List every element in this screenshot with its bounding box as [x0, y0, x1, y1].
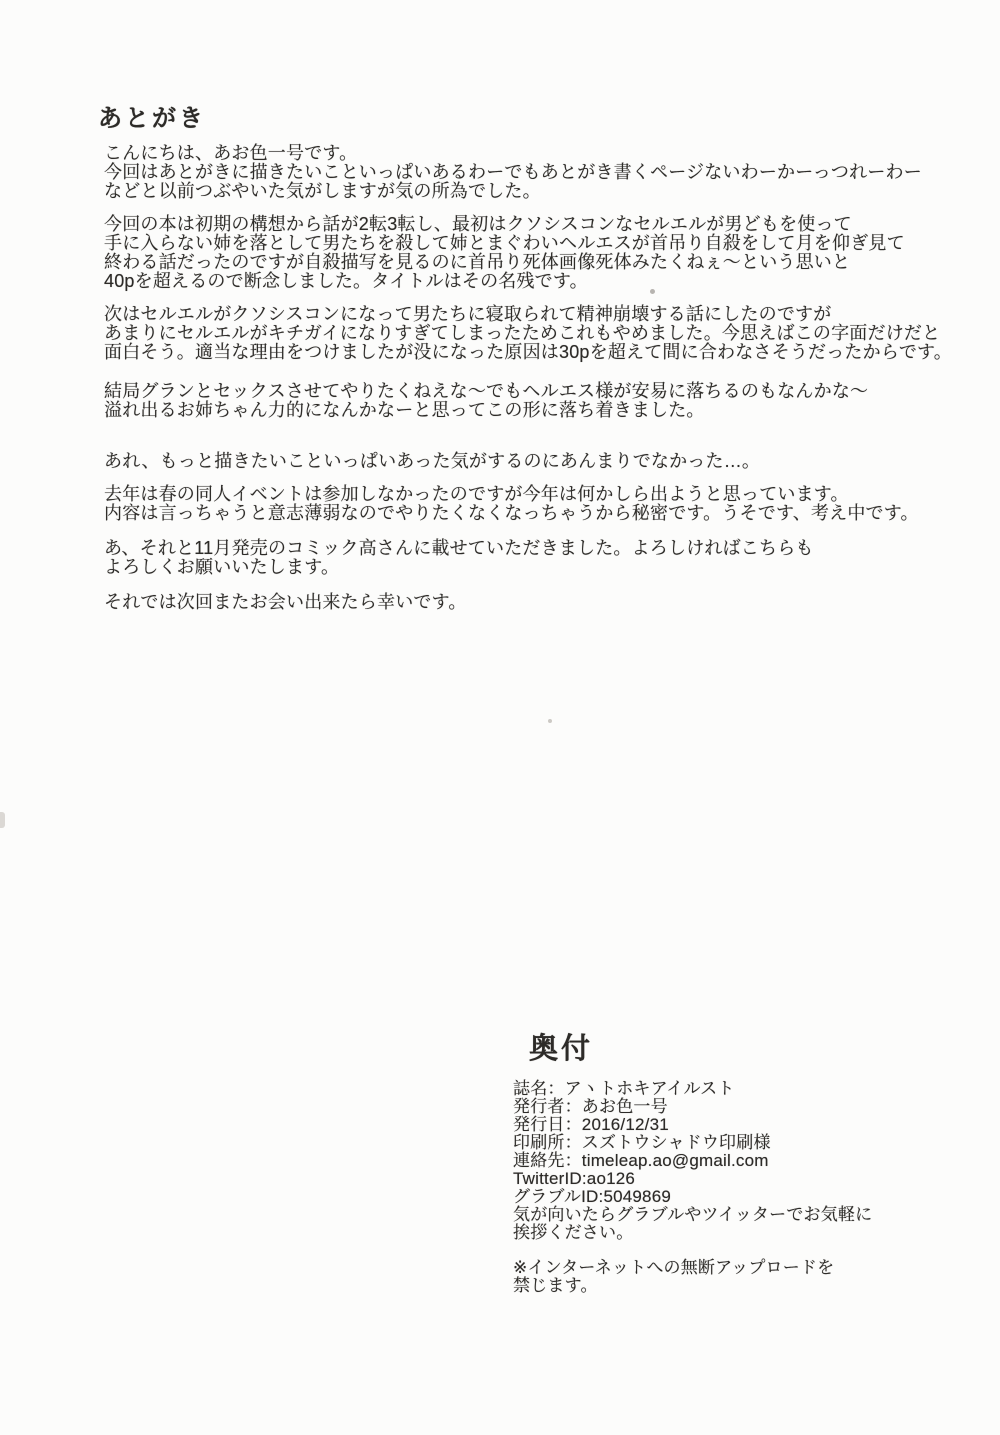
text-line: こんにちは、あお色一号です。 [104, 143, 358, 163]
afterword-title: あとがき [98, 105, 206, 132]
text-line: 40pを超えるので断念しました。タイトルはその名残です。 [104, 271, 588, 291]
scan-speck [650, 289, 655, 294]
colophon-line-greeting-2: 挨拶ください。 [513, 1223, 634, 1242]
afterword-paragraph-5 [104, 452, 760, 471]
notice-line: 禁じます。 [513, 1276, 598, 1295]
afterword-paragraph-2 [104, 215, 905, 291]
scan-edge-mark [0, 812, 5, 828]
text-line: あまりにセルエルがキチガイになりすぎてしまったためこれもやめました。今思えばこの字面だけだと [104, 323, 941, 343]
colophon-line-publisher: 発行者：あお色一号 [513, 1097, 668, 1116]
colophon-line-contact-email: 連絡先：timeleap.ao@gmail.com [513, 1151, 769, 1170]
colophon-line-granblue-id: グラブルID:5049869 [513, 1187, 672, 1206]
scan-speck [548, 719, 552, 723]
text-line: 内容は言っちゃうと意志薄弱なのでやりたくなくなっちゃうから秘密です。うそです、考え中です。 [104, 503, 919, 523]
text-line: 溢れ出るお姉ちゃん力的になんかなーと思ってこの形に落ち着きました。 [104, 400, 705, 420]
colophon-line-book-title: 誌名：アヽトホキアイルスト [513, 1079, 735, 1098]
afterword-paragraph-3 [104, 305, 952, 362]
colophon-line-printer: 印刷所：スズトウシャドウ印刷様 [513, 1133, 771, 1152]
afterword-paragraph-1 [104, 144, 922, 201]
text-line: あ、それと11月発売のコミック高さんに載せていただきました。よろしければこちらも [104, 538, 814, 558]
text-line: などと以前つぶやいた気がしますが気の所為でした。 [104, 181, 541, 201]
colophon-title: 奥付 [529, 1033, 594, 1065]
afterword-paragraph-8 [104, 593, 467, 612]
text-line: 終わる話だったのですが自殺描写を見るのに首吊り死体画像死体みたくねぇ〜という思いと [104, 252, 851, 272]
text-line: 今回の本は初期の構想から話が2転3転し、最初はクソシスコンなセルエルが男どもを使って [104, 214, 852, 234]
text-line: あれ、もっと描きたいこといっぱいあった気がするのにあんまりでなかった…。 [104, 451, 761, 471]
notice-line: ※インターネットへの無断アップロードを [513, 1258, 835, 1277]
text-line: 手に入らない姉を落として男たちを殺して姉とまぐわいヘルエスが首吊り自殺をして月を仰ぎ見て [104, 233, 905, 253]
colophon-line-date: 発行日：2016/12/31 [513, 1115, 669, 1134]
text-line: それでは次回またお会い出来たら幸いです。 [104, 592, 467, 612]
afterword-paragraph-7 [104, 539, 814, 577]
colophon-line-greeting-1: 気が向いたらグラブルやツイッターでお気軽に [513, 1205, 873, 1224]
colophon-info [513, 1080, 872, 1242]
afterword-paragraph-4 [104, 382, 868, 420]
afterword-paragraph-6 [104, 485, 919, 523]
upload-prohibition-notice [513, 1259, 834, 1295]
text-line: 結局グランとセックスさせてやりたくねえな〜でもヘルエス様が安易に落ちるのもなんかな〜 [104, 381, 869, 401]
text-line: 次はセルエルがクソシスコンになって男たちに寝取られて精神崩壊する話にしたのですが [104, 304, 832, 324]
text-line: 面白そう。適当な理由をつけましたが没になった原因は30pを超えて間に合わなさそうだったからです。 [104, 342, 953, 362]
text-line: 今回はあとがきに描きたいこといっぱいあるわーでもあとがき書くページないわーかーっつれーわー [104, 162, 922, 182]
text-line: よろしくお願いいたします。 [104, 557, 340, 577]
colophon-line-twitter-id: TwitterID:ao126 [513, 1169, 636, 1188]
text-line: 去年は春の同人イベントは参加しなかったのですが今年は何かしら出ようと思っています。 [104, 484, 849, 504]
